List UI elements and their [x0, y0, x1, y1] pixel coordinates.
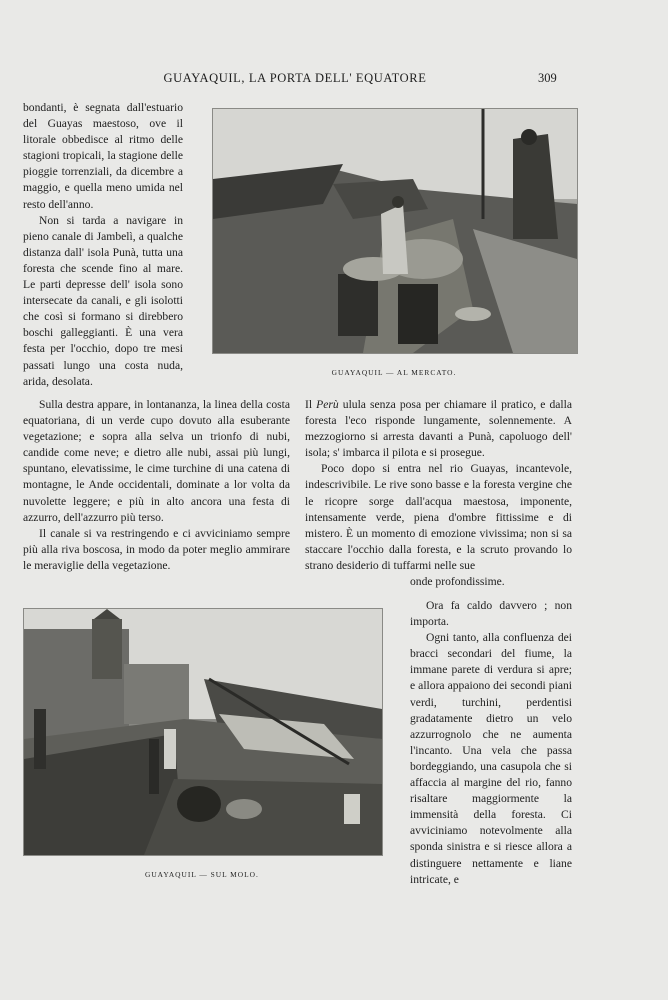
page-number: 309 — [538, 71, 557, 85]
text-column-middle-left — [23, 397, 290, 574]
paragraph: Il canale si va restringendo e ci avviciniamo sempre più alla riva boscosa, in modo da poter meglio ammirare le meraviglie della vegetazione. — [23, 526, 290, 572]
paragraph: Ogni tanto, alla confluenza dei bracci secondari del fiume, la immane parete di verdura si apre; e allora appaiono dei secondi piani verdi, turchini, perdentisi gradatamente dietro un velo azzurrognolo che ne aumenta l'incanto. Una vela che passa bordeggiando, una casupola che si affaccia al margine del rio, fanno risaltare maggiormente la immensità della foresta. Ci avviciniamo notevolmente alla sponda sinistra e si riesce allora a distinguere nettamente e liane intricate, e — [410, 631, 572, 886]
paragraph: Ora fa caldo davvero ; non importa. — [410, 599, 572, 629]
market-photo — [212, 108, 578, 354]
pier-photo — [23, 608, 383, 856]
italic-word: Perù — [316, 398, 339, 411]
text-run: Il — [305, 398, 317, 411]
paragraph: bondanti, è segnata dall'estuario del Guayas maestoso, ove il litorale obbedisce al ritmo delle stagioni tropicali, la stagione delle pioggie torrenziali, da dicembre a maggio, e quella meno umida nel resto dell'anno. — [23, 101, 183, 211]
text-run: ulula senza posa per chiamare il pratico, e dalla foresta l'eco risponde lungamente, solennemente. A mezzogiorno si arresta davanti a Punà, capoluogo dell' isola; s' imbarca il pilota e si prosegue. — [305, 398, 572, 460]
paragraph: Sulla destra appare, in lontananza, la linea della costa equatoriana, di un verde cupo dovuto alla esuberante vegetazione; e sopra alla selva un trionfo di nubi, candide come neve; e dietro alle nubi, assai più lungi, spuntano, elevatissime, le cime turchine di una catena di montagne, le Ande occidentali, dominate a lor volta da nuvolette leggere; e più in alto ancora una festa di azzurro, dell'azzurro più terso. — [23, 398, 290, 524]
market-photo-caption: GUAYAQUIL — AL MERCATO. — [331, 368, 457, 377]
paragraph: Poco dopo si entra nel rio Guayas, incantevole, indescrivibile. Le rive sono basse e la foresta vergine che le ricopre sorge dall'acqua maestosa, imponente, intensamente verde, piena d'ombre fittissime e di mistero. È un momento di emozione vivissima; non si sa staccare l'occhio dalla foresta, e la scruto provando lo strano desiderio di tuffarmi nelle sue — [305, 462, 572, 572]
paragraph-end: onde profondissime. — [410, 575, 505, 589]
running-head: GUAYAQUIL, LA PORTA DELL' EQUATORE — [163, 71, 427, 85]
paragraph — [305, 397, 572, 461]
paragraph: Non si tarda a navigare in pieno canale di Jambelì, a qualche distanza dall' isola Punà, tutta una foresta che scende fino al mare. Le parti depresse dell' isola sono intersecate da canali, e gli isolotti che così si formano si direbbero boschi galleggianti. È una vera festa per l'occhio, dopo tre mesi passati lungo una costa nuda, arida, desolata. — [23, 213, 183, 388]
text-column-top-left — [23, 100, 183, 390]
pier-photo-caption: GUAYAQUIL — SUL MOLO. — [145, 870, 259, 879]
text-column-middle-right — [305, 397, 572, 590]
text-column-bottom-right — [410, 598, 572, 888]
